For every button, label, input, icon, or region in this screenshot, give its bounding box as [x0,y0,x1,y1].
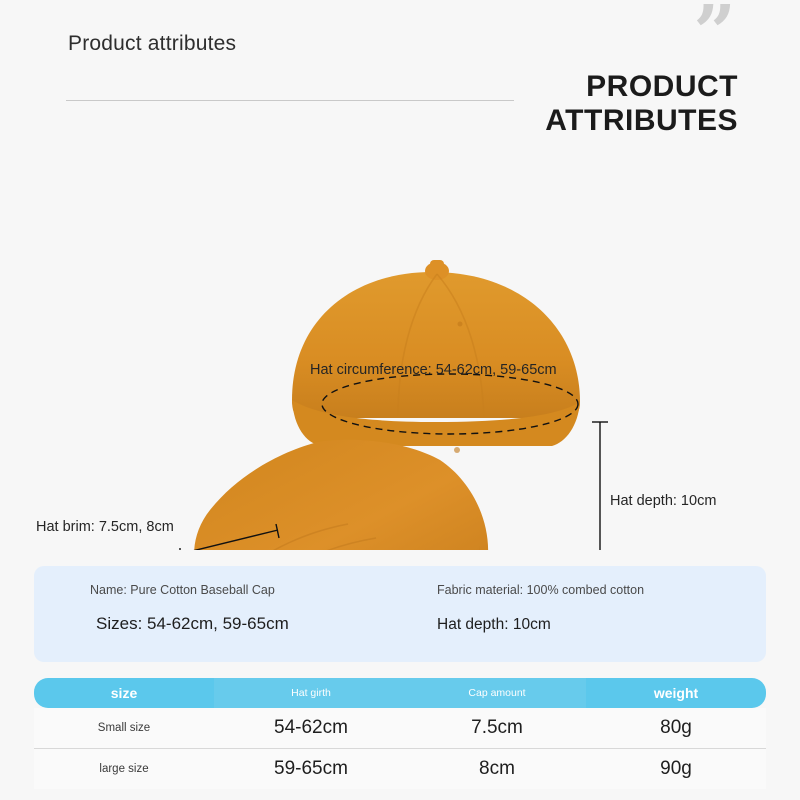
cap-brim [194,440,488,550]
headline-line-2: ATTRIBUTES [545,104,738,137]
cell-cap-amount-large: 8cm [408,749,586,790]
column-header-hat-girth: Hat girth [214,678,408,708]
sizes-text: Sizes: 54-62cm, 59-65cm [96,614,289,633]
cell-weight-large: 90g [586,749,766,790]
product-name-text: Name: Pure Cotton Baseball Cap [90,583,275,597]
specs-table [34,678,766,789]
cell-size-large: large size [34,749,214,790]
table-header-row [34,678,766,708]
column-header-weight: weight [586,678,766,708]
column-header-size: size [34,678,214,708]
product-diagram [0,150,800,550]
table-row [34,708,766,749]
page-title: Product attributes [68,32,237,55]
brim-label: Hat brim: 7.5cm, 8cm [36,519,174,535]
hat-depth-text: Hat depth: 10cm [437,616,551,633]
depth-label: Hat depth: 10cm [610,493,717,509]
cell-size-small: Small size [34,708,214,749]
headline-line-1: PRODUCT [586,70,738,103]
cell-girth-small: 54-62cm [214,708,408,749]
cap-illustration [0,150,800,550]
cell-girth-large: 59-65cm [214,749,408,790]
cell-cap-amount-small: 7.5cm [408,708,586,749]
quotation-mark-icon: ” [693,0,738,76]
cell-weight-small: 80g [586,708,766,749]
fabric-material-text: Fabric material: 100% combed cotton [437,583,645,597]
cap-crown [292,272,580,418]
page-header [0,0,800,150]
column-header-cap-amount: Cap amount [408,678,586,708]
cap-button-top [430,260,444,274]
header-divider [66,100,514,101]
circumference-label: Hat circumference: 54-62cm, 59-65cm [310,362,557,378]
cap-eyelet [454,447,460,453]
specs-table-head [34,678,766,708]
header-headline [545,70,738,138]
table-row [34,749,766,790]
info-panel [34,566,766,662]
cap-eyelet-top [458,322,463,327]
specs-table-body [34,708,766,789]
